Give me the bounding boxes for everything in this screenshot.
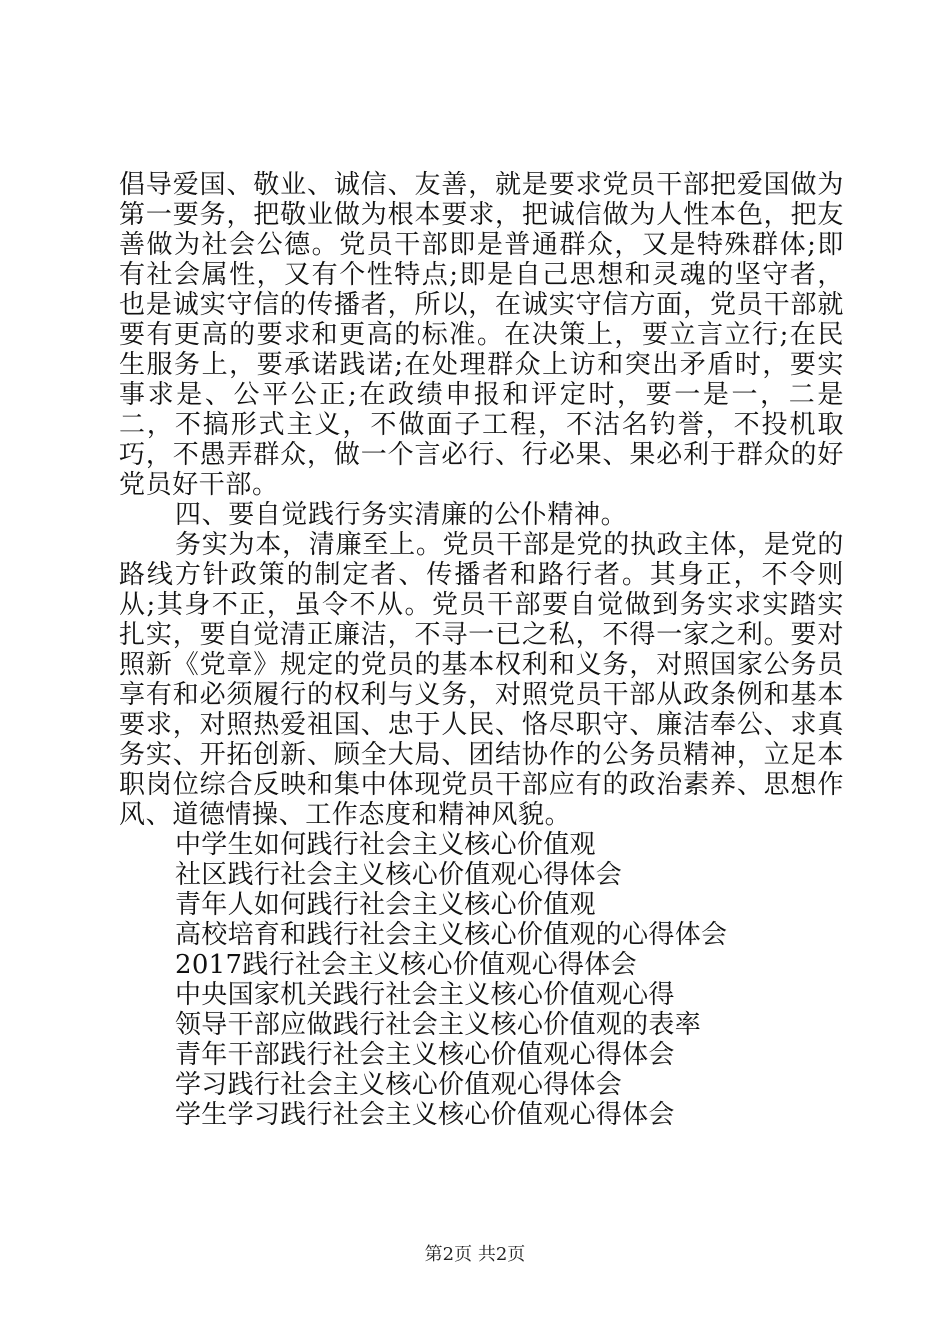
related-link[interactable]: 学习践行社会主义核心价值观心得体会: [175, 1070, 623, 1100]
document-body: [119, 170, 844, 1130]
section-heading-four: 四、要自觉践行务实清廉的公仆精神。: [175, 500, 628, 530]
related-link[interactable]: 青年人如何践行社会主义核心价值观: [175, 890, 596, 920]
page-number-footer: 第2页 共2页: [424, 1244, 526, 1265]
paragraph-integrity: 务实为本，清廉至上。党员干部是党的执政主体，是党的路线方针政策的制定者、传播者和路行者。其身正，不令则从;其身不正，虽令不从。党员干部要自觉做到务实求实踏实扎实，要自觉清正廉洁，不寻一已之私，不得一家之利。要对照新《党章》规定的党员的基本权利和义务，对照国家公务员享有和必须履行的权利与义务，对照党员干部从政条例和基本要求，对照热爱祖国、忠于人民、恪尽职守、廉洁奉公、求真务实、开拓创新、顾全大局、团结协作的公务员精神，立足本职岗位综合反映和集中体现党员干部应有的政治素养、思想作风、道德情操、工作态度和精神风貌。: [119, 530, 844, 830]
related-links-list: [119, 830, 844, 1130]
related-link[interactable]: 社区践行社会主义核心价值观心得体会: [175, 860, 623, 890]
related-link[interactable]: 中央国家机关践行社会主义核心价值观心得: [175, 980, 675, 1010]
related-link[interactable]: 青年干部践行社会主义核心价值观心得体会: [175, 1040, 675, 1070]
related-link[interactable]: 2017践行社会主义核心价值观心得体会: [175, 950, 637, 980]
related-link[interactable]: 领导干部应做践行社会主义核心价值观的表率: [175, 1010, 702, 1040]
related-link[interactable]: 高校培育和践行社会主义核心价值观的心得体会: [175, 920, 728, 950]
related-link[interactable]: 学生学习践行社会主义核心价值观心得体会: [175, 1100, 675, 1130]
paragraph-honesty: 倡导爱国、敬业、诚信、友善，就是要求党员干部把爱国做为第一要务，把敬业做为根本要求，把诚信做为人性本色，把友善做为社会公德。党员干部即是普通群众，又是特殊群体;即有社会属性，又有个性特点;即是自己思想和灵魂的坚守者，也是诚实守信的传播者，所以，在诚实守信方面，党员干部就要有更高的要求和更高的标准。在决策上，要立言立行;在民生服务上，要承诺践诺;在处理群众上访和突出矛盾时，要实事求是、公平公正;在政绩申报和评定时，要一是一，二是二，不搞形式主义，不做面子工程，不沽名钓誉，不投机取巧，不愚弄群众，做一个言必行、行必果、果必利于群众的好党员好干部。: [119, 170, 844, 500]
related-link[interactable]: 中学生如何践行社会主义核心价值观: [175, 830, 596, 860]
